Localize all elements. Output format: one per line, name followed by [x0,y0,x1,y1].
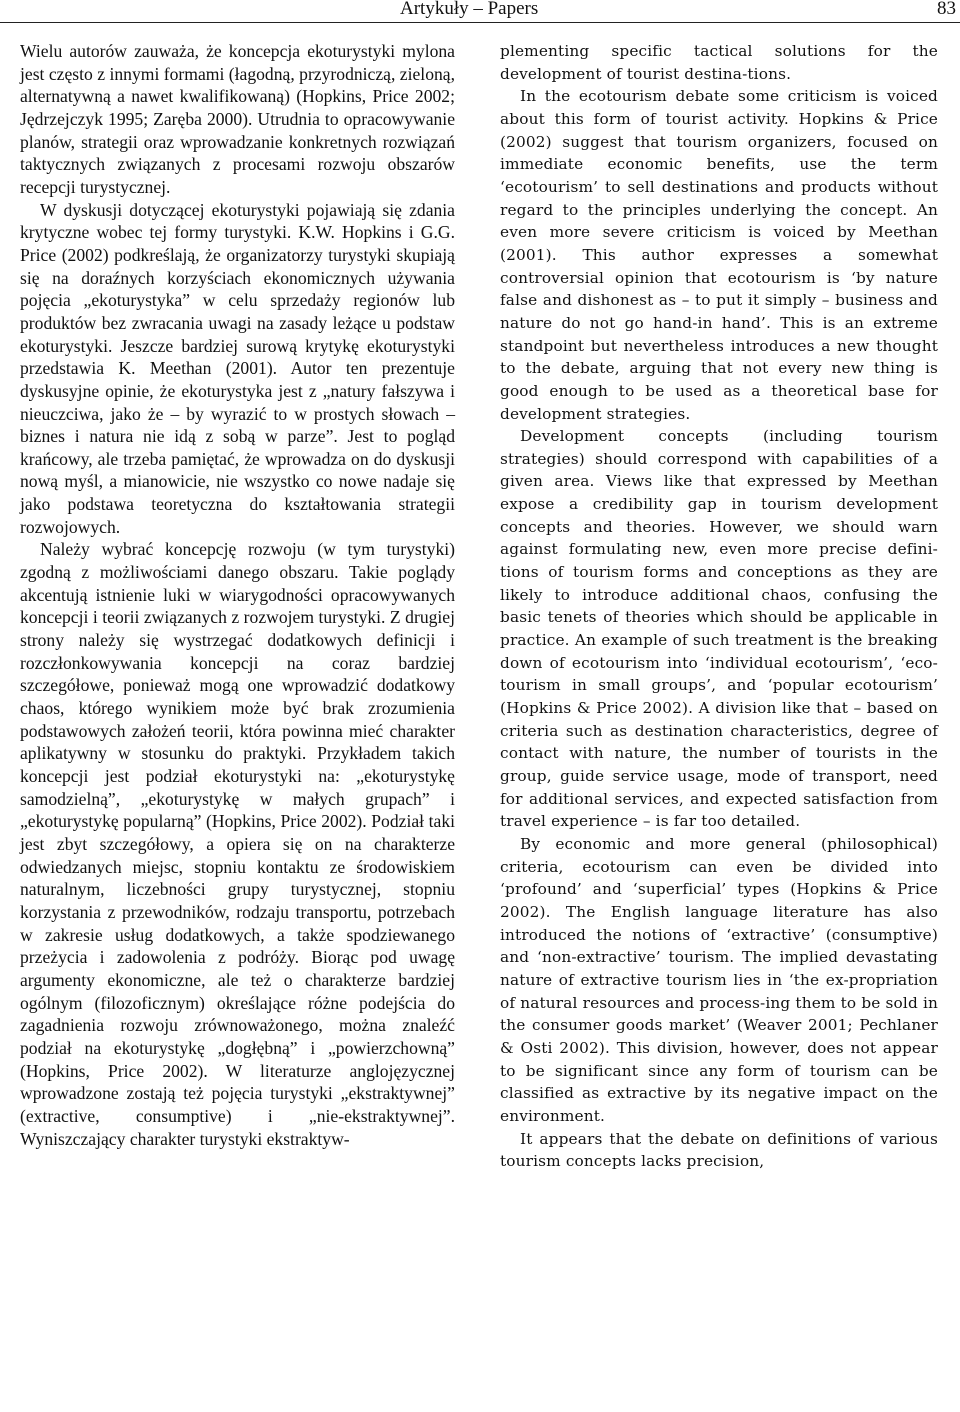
paragraph: By economic and more general (philosophical) criteria, ecotourism can even be divided into ‘profound’ and ‘superficial’ types (Hopkins & Price 2002). The English language literature has also introduced the notions of ‘extractive’ (consumptive) and ‘non-extractive’ tourism. The implied devastating nature of extractive tourism lies in ‘the ex-propriation of natural resources and process-ing them to be sold in the consumer goods market’ (Weaver 2001; Pechlaner & Osti 2002). This division, however, does not appear to be significant since any form of tourism can be classified as extractive by its negative impact on the environment. [500,834,938,1125]
paragraph: plementing specific tactical solutions for the development of tourist destina-tions. [500,42,938,83]
paragraph: Development concepts (including tourism strategies) should correspond with capabilities of a given area. Views like that expressed by Meethan expose a credibility gap in tourism development concepts and theories. However, we should warn against formulating new, even more precise defini-tions of tourism forms and conceptions as they are likely to introduce additional chaos, confusing the basic tenets of theories which should be applicable in practice. An example of such treatment is the breaking down of ecotourism into ‘individual ecotourism’, ‘eco-tourism in small groups’, and ‘popular ecotourism’ (Hopkins & Price 2002). A division like that – based on criteria such as destination characteristics, degree of contact with nature, the number of tourists in the group, guide service usage, mode of transport, need for additional services, and expected satisfaction from travel experience – is far too detailed. [500,427,938,831]
paragraph: In the ecotourism debate some criticism is voiced about this form of tourist activity. Hopkins & Price (2002) suggest that tourism organizers, focused on immediate economic benefits, use the term ‘ecotourism’ to sell destinations and products without regard to the principles underlying the concept. An even more severe criticism is voiced by Meethan (2001). This author expresses a somewhat controversial opinion that ecotourism is ‘by nature false and dishonest as – to put it simply – business and nature do not go hand-in hand’. This is an extreme standpoint but nevertheless introduces a new thought to the debate, arguing that not every new thing is good enough to be used as a theoretical base for development strategies. [500,87,938,423]
left-column-polish [20,40,455,1150]
journal-section-title: Artykuły – Papers [400,0,539,19]
paragraph: Wielu autorów zauważa, że koncepcja ekoturystyki mylona jest często z innymi formami (łagodną, przyrodniczą, zieloną, alternatywną a nawet kwalifikowaną) (Hopkins, Price 2002; Jędrzejczyk 1995; Zaręba 2000). Utrudnia to opracowywanie planów, strategii oraz wprowadzanie konkretnych rozwiązań taktycznych związanych z procesami rozwoju obszarów recepcji turystycznej. [20,41,455,197]
page-number: 83 [937,0,956,19]
paragraph: Należy wybrać koncepcję rozwoju (w tym turystyki) zgodną z możliwościami danego obszaru. Takie poglądy akcentują istnienie luki w wiarygodności opracowywanych koncepcji i teorii związanych z rozwojem turystyki. Z drugiej strony należy się wystrzegać dodatkowych definicji i rozczłonkowywania koncepcji na coraz bardziej szczegółowe, ponieważ mogą one wprowadzić dodatkowy chaos, którego wynikiem może być brak zrozumienia podstawowych założeń teorii, która powinna mieć charakter aplikatywny w stosunku do praktyki. Przykładem takich koncepcji jest podział ekoturystyki na: „ekoturystykę samodzielną”, „ekoturystykę w małych grupach” i „ekoturystykę popularną” (Hopkins, Price 2002). Podział taki jest zbyt szczegółowy, a opiera się on na charakterze odwiedzanych miejsc, stopniu kontaktu ze środowiskiem naturalnym, liczebności grupy turystycznej, stopniu korzystania z przewodników, rodzaju transportu, potrzebach w zakresie usług dodatkowych, a także spodziewanego przeżycia i zadowolenia z podróży. Biorąc pod uwagę argumenty ekonomiczne, ale też o charakterze bardziej ogólnym (filozoficznym) określające różne podejścia do zagadnienia rozwoju zrównoważonego, można znaleźć podział na ekoturystykę „dogłębną” i „powierzchowną” (Hopkins, Price 2002). W literaturze anglojęzycznej wprowadzone zostają też pojęcia turystyki „ekstraktywnej” (extractive, consumptive) i „nie-ekstraktywnej”. Wyniszczający charakter turystyki ekstraktyw- [20,539,455,1149]
paragraph: It appears that the debate on definitions of various tourism concepts lacks precision, [500,1129,938,1171]
right-column-english [500,40,938,1173]
paragraph: W dyskusji dotyczącej ekoturystyki pojawiają się zdania krytyczne wobec tej formy turystyki. K.W. Hopkins i G.G. Price (2002) podkreślają, że organizatorzy turystyki skupiają się na doraźnych korzyściach ekonomicznych używania pojęcia „ekoturystyka” w celu sprzedaży regionów lub produktów bez zwracania uwagi na zasady leżące u podstaw ekoturystyki. Jeszcze bardziej surową krytykę ekoturystyki przedstawia K. Meethan (2001). Autor ten prezentuje dyskusyjne opinie, że ekoturystyka jest z „natury fałszywa i nieuczciwa, jako że – by wyrazić to w prostych słowach – biznes i natura nie idą z sobą w parze”. Jest to pogląd krańcowy, ale trzeba pamiętać, że wprowadza on do dyskusji nową myśl, a mianowicie, nie wszystko co nowe nadaje się jako podstawa teoretyczna do kształtowania strategii rozwojowych. [20,199,455,537]
running-header [0,0,960,23]
